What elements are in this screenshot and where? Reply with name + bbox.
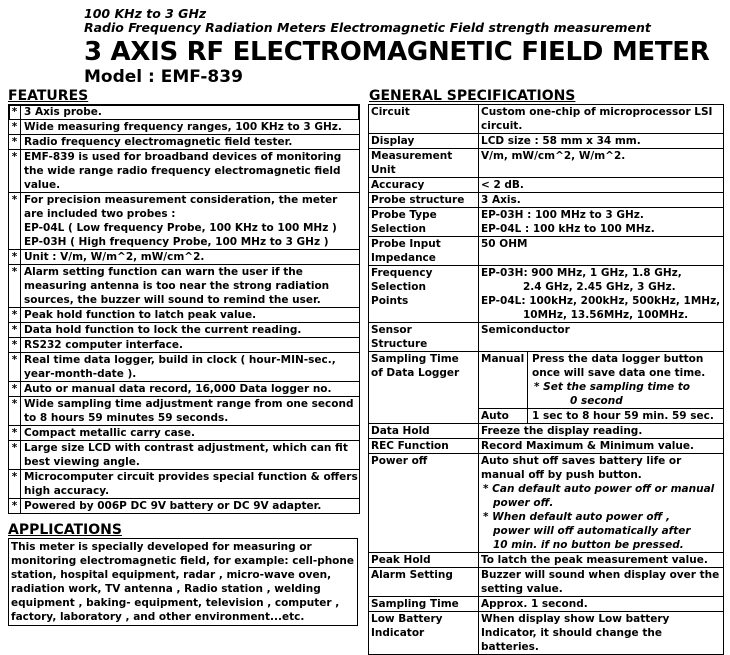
spec-row-sensor (369, 323, 724, 352)
feature-item (9, 338, 359, 353)
spec-row-frequency (369, 266, 724, 323)
spec-row-circuit (369, 105, 724, 134)
bullet-marker: * (9, 382, 21, 396)
spec-value: Buzzer will sound when display over the setting value. (479, 568, 724, 597)
spec-row-sampling-time (369, 597, 724, 612)
spec-label: Probe Type Selection (369, 208, 479, 237)
spec-label: Display (369, 134, 479, 149)
spec-value (479, 352, 724, 424)
feature-item (9, 353, 359, 382)
bullet-marker: * (9, 441, 21, 469)
feature-text (21, 308, 359, 322)
spec-label: Low Battery Indicator (369, 612, 479, 655)
bullet-marker: * (9, 353, 21, 381)
bullet-marker: * (9, 426, 21, 440)
bullet-marker: * (9, 470, 21, 498)
spec-value: 50 OHM (479, 237, 724, 266)
spec-value: To latch the peak measurement value. (479, 553, 724, 568)
feature-line: EP-03H ( High frequency Probe, 100 MHz to 3 GHz ) (24, 236, 329, 248)
spec-label: Sampling Time (369, 597, 479, 612)
feature-text (21, 338, 359, 352)
spec-row-data-hold (369, 424, 724, 439)
feature-line: Radio frequency electromagnetic field tester. (24, 136, 293, 148)
spec-value: EP-03H: 900 MHz, 1 GHz, 1.8 GHz, 2.4 GHz, 2.45 GHz, 3 GHz. EP-04L: 100kHz, 200kHz, 500kHz, 1MHz, 10MHz, 13.56MHz, 100MHz. (479, 266, 724, 323)
spec-row-power-off (369, 454, 724, 553)
spec-label: Peak Hold (369, 553, 479, 568)
spec-value: Custom one-chip of microprocessor LSI circuit. (479, 105, 724, 134)
bullet-marker: * (9, 135, 21, 149)
feature-text (21, 120, 359, 134)
feature-line: Alarm setting function can warn the user if the (24, 266, 303, 278)
spec-label: Sensor Structure (369, 323, 479, 352)
spec-value: Semiconductor (479, 323, 724, 352)
spec-label: Sampling Time of Data Logger (369, 352, 479, 424)
specifications-table (368, 104, 724, 655)
feature-line: year-month-date ). (24, 368, 137, 380)
feature-line: EMF-839 is used for broadband devices of monitoring (24, 151, 342, 163)
feature-item (9, 441, 359, 470)
bullet-marker: * (9, 105, 21, 119)
spec-row-peak-hold (369, 553, 724, 568)
feature-text (21, 135, 359, 149)
bullet-marker: * (9, 323, 21, 337)
feature-item (9, 120, 359, 135)
applications-line: factory, laboratory , and other environment...etc. (11, 611, 305, 623)
spec-row-low-battery (369, 612, 724, 655)
spec-row-accuracy (369, 178, 724, 193)
spec-row-alarm (369, 568, 724, 597)
feature-line: Wide measuring frequency ranges, 100 KHz to 3 GHz. (24, 121, 342, 133)
spec-value: 3 Axis. (479, 193, 724, 208)
spec-row-probe-structure (369, 193, 724, 208)
feature-line: high accuracy. (24, 485, 110, 497)
spec-row-sampling (369, 352, 724, 424)
spec-label: Data Hold (369, 424, 479, 439)
feature-line: RS232 computer interface. (24, 339, 183, 351)
spec-value: Record Maximum & Minimum value. (479, 439, 724, 454)
spec-value: Auto shut off saves battery life or manual off by push button. * Can default auto power off or manual power off. * When default auto power off , power will off automatically after 10 min. if no button be pressed. (479, 454, 724, 553)
sampling-manual-label: Manual (479, 352, 528, 408)
model-number: Model : EMF-839 (84, 67, 243, 87)
feature-item (9, 397, 359, 426)
feature-item (9, 470, 359, 499)
spec-row-display (369, 134, 724, 149)
spec-row-probe-type (369, 208, 724, 237)
sampling-auto-value: 1 sec to 8 hour 59 min. 59 sec. (532, 410, 714, 422)
feature-line: to 8 hours 59 minutes 59 seconds. (24, 412, 229, 424)
feature-line: Compact metallic carry case. (24, 427, 196, 439)
feature-item (9, 323, 359, 338)
feature-item (9, 135, 359, 150)
spec-label: Alarm Setting (369, 568, 479, 597)
feature-line: value. (24, 179, 61, 191)
spec-label: Frequency Selection Points (369, 266, 479, 323)
feature-line: For precision measurement consideration, the meter (24, 194, 338, 206)
feature-line: sources, the buzzer will sound to remind the user. (24, 294, 321, 306)
subtitle-description: Radio Frequency Radiation Meters Electromagnetic Field strength measurement (84, 20, 651, 35)
feature-line: best viewing angle. (24, 456, 140, 468)
feature-text (21, 382, 359, 396)
feature-text (21, 397, 359, 425)
feature-text (21, 323, 359, 337)
applications-line: monitoring electromagnetic field, for example: cell-phone (11, 555, 354, 567)
subtitle-frequency-range: 100 KHz to 3 GHz (84, 6, 207, 21)
feature-line: 3 Axis probe. (24, 106, 102, 118)
sampling-auto-label: Auto (479, 409, 528, 423)
feature-line: Powered by 006P DC 9V battery or DC 9V adapter. (24, 500, 322, 512)
applications-line: station, hospital equipment, radar , micro-wave oven, (11, 569, 332, 581)
feature-line: measuring antenna is too near the strong radiation (24, 280, 330, 292)
spec-label: Measurement Unit (369, 149, 479, 178)
spec-value: V/m, mW/cm^2, W/m^2. (479, 149, 724, 178)
bullet-marker: * (9, 338, 21, 352)
spec-row-rec (369, 439, 724, 454)
feature-text (21, 426, 359, 440)
spec-value: < 2 dB. (479, 178, 724, 193)
spec-label: Circuit (369, 105, 479, 134)
feature-line: are included two probes : (24, 208, 176, 220)
applications-heading: APPLICATIONS (8, 522, 122, 538)
feature-item (9, 265, 359, 308)
spec-label: Probe structure (369, 193, 479, 208)
feature-item (9, 499, 359, 513)
feature-text (21, 265, 359, 307)
bullet-marker: * (9, 265, 21, 307)
sampling-manual-value: Press the data logger button once will save data one time. * Set the sampling time to 0 second (532, 353, 706, 407)
feature-line: the wide range radio frequency electromagnetic field (24, 165, 341, 177)
bullet-marker: * (9, 150, 21, 192)
spec-label: Accuracy (369, 178, 479, 193)
spec-label: Power off (369, 454, 479, 553)
spec-value: LCD size : 58 mm x 34 mm. (479, 134, 724, 149)
feature-line: Large size LCD with contrast adjustment, which can fit (24, 442, 348, 454)
feature-item (9, 308, 359, 323)
spec-value: Freeze the display reading. (479, 424, 724, 439)
feature-item (9, 150, 359, 193)
spec-label: Probe Input Impedance (369, 237, 479, 266)
feature-line: Real time data logger, build in clock ( hour-MIN-sec., (24, 354, 336, 366)
features-heading: FEATURES (8, 88, 89, 104)
features-list (8, 104, 360, 514)
feature-line: EP-04L ( Low frequency Probe, 100 KHz to 100 MHz ) (24, 222, 337, 234)
bullet-marker: * (9, 120, 21, 134)
feature-text (21, 470, 359, 498)
feature-text (21, 353, 359, 381)
bullet-marker: * (9, 397, 21, 425)
spec-row-probe-input (369, 237, 724, 266)
feature-text (21, 441, 359, 469)
feature-line: Unit : V/m, W/m^2, mW/cm^2. (24, 251, 205, 263)
feature-line: Auto or manual data record, 16,000 Data logger no. (24, 383, 332, 395)
feature-item (9, 382, 359, 397)
feature-line: Microcomputer circuit provides special function & offers (24, 471, 358, 483)
feature-text (21, 105, 359, 119)
bullet-marker: * (9, 193, 21, 249)
specifications-heading: GENERAL SPECIFICATIONS (369, 88, 576, 104)
bullet-marker: * (9, 250, 21, 264)
spec-value: When display show Low battery Indicator, it should change the batteries. (479, 612, 724, 655)
bullet-marker: * (9, 499, 21, 513)
feature-text (21, 193, 359, 249)
applications-line: This meter is specially developed for measuring or (11, 541, 312, 553)
feature-item (9, 426, 359, 441)
feature-item (9, 105, 359, 120)
applications-text (8, 538, 358, 626)
feature-item (9, 250, 359, 265)
feature-line: Peak hold function to latch peak value. (24, 309, 257, 321)
spec-value: Approx. 1 second. (479, 597, 724, 612)
spec-value: EP-03H : 100 MHz to 3 GHz. EP-04L : 100 kHz to 100 MHz. (479, 208, 724, 237)
applications-line: radiation work, TV antenna , Radio station , welding (11, 583, 321, 595)
feature-text (21, 250, 359, 264)
feature-text (21, 150, 359, 192)
bullet-marker: * (9, 308, 21, 322)
feature-line: Wide sampling time adjustment range from one second (24, 398, 354, 410)
feature-line: Data hold function to lock the current reading. (24, 324, 302, 336)
page-title: 3 AXIS RF ELECTROMAGNETIC FIELD METER (84, 37, 710, 67)
spec-row-unit (369, 149, 724, 178)
feature-text (21, 499, 359, 513)
feature-item (9, 193, 359, 250)
spec-label: REC Function (369, 439, 479, 454)
applications-line: equipment , baking- equipment, television , computer , (11, 597, 340, 609)
